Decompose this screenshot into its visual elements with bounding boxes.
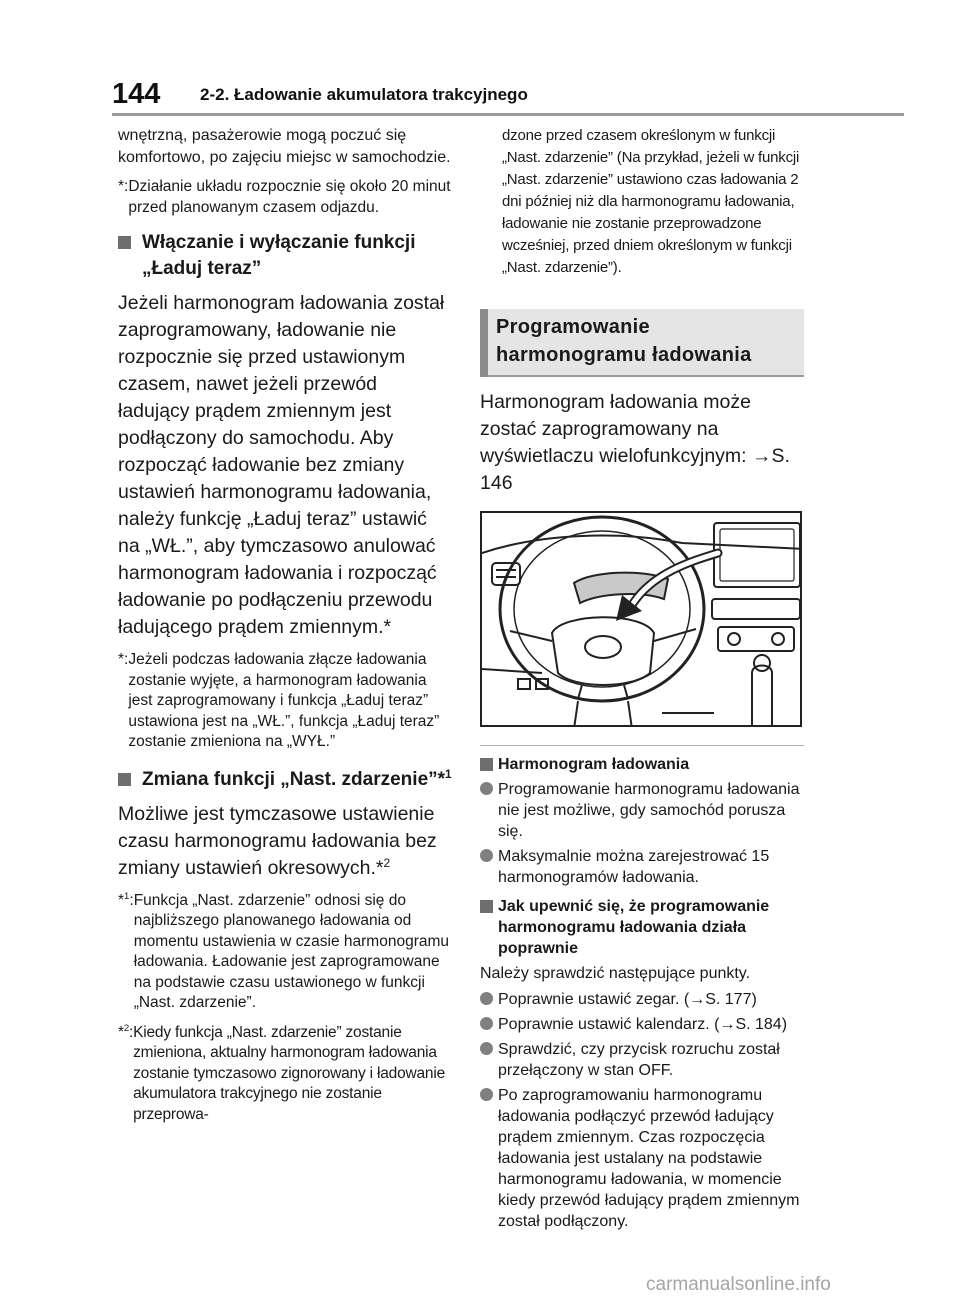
left-column: [118, 125, 452, 1125]
footnote-text: Jeżeli podczas ładowania złącze ładowania zostanie wyjęte, a harmonogram ładowania jest zaprogramowany i funkcja „Ładuj teraz” ustawiona jest na „WŁ.”, funkcja „Ładuj teraz” zostanie zmieniona na „WYŁ.”: [128, 651, 440, 750]
circle-bullet-icon: [480, 1085, 498, 1232]
square-bullet-icon: [480, 896, 498, 959]
square-bullet-icon: [480, 754, 498, 775]
paragraph-check: Należy sprawdzić następujące punkty.: [480, 965, 751, 982]
circle-bullet-icon: [480, 846, 498, 888]
dashboard-illustration: [480, 511, 802, 727]
footnote-mark: *:: [118, 651, 129, 668]
paragraph-charge-now: Jeżeli harmonogram ładowania został zaprogramowany, ładowanie nie rozpocznie się przed ustawionym czasem, nawet jeżeli przewód ładujący prądem zmiennym jest podłączony do samochodu. Aby rozpocząć ładowanie bez zmiany ustawień harmonogramu ładowania, należy funkcję „Ładuj teraz” ustawić na „WŁ.”, aby tymczasowo anulować harmonogram ładowania i rozpocząć ładowanie po podłączeniu przewodu ładującego prądem zmiennym.*: [118, 292, 445, 638]
list-item: Poprawnie ustawić zegar. (→S. 177): [480, 989, 804, 1010]
steering-wheel-illustration: [482, 513, 802, 727]
footnote-text: Kiedy funkcja „Nast. zdarzenie” zostanie zmieniona, aktualny harmonogram ładowania zostanie tymczasowo zignorowany i ładowanie akumulatora trakcyjnego nie zostanie przeprowa-: [133, 1023, 445, 1123]
page-header: [0, 0, 960, 118]
section-divider: [480, 745, 804, 746]
heading-schedule: [480, 754, 804, 775]
footnote-start: [118, 177, 452, 218]
list-item: Programowanie harmonogramu ładowania nie jest możliwe, gdy samochód porusza się.: [480, 779, 804, 842]
circle-bullet-icon: [480, 1014, 498, 1035]
footnote-text: Działanie układu rozpocznie się około 20 minut przed planowanym czasem odjazdu.: [128, 178, 451, 216]
paragraph-next-event: Możliwe jest tymczasowe ustawienie czasu harmonogramu ładowania bez zmiany ustawień okresowych.*$^2$: [118, 802, 437, 879]
intro-paragraph: wnętrzną, pasażerowie mogą poczuć się komfortowo, po zajęciu miejsc w samochodzie.: [118, 127, 451, 166]
footnote-1: [118, 891, 452, 1014]
circle-bullet-icon: [480, 1039, 498, 1081]
footnote-text: Funkcja „Nast. zdarzenie” odnosi się do najbliższego planowanego ładowania od momentu ustawienia w czasie harmonogramu ładowania. Ładowanie jest zaprogramowane na podstawie czasu ustawionego w funkcji „Nast. zdarzenie”.: [133, 891, 450, 1011]
footnote-2: [118, 1023, 452, 1126]
right-column: [480, 125, 804, 1232]
paragraph-program: Harmonogram ładowania może zostać zaprogramowany na wyświetlaczu wielofunkcyjnym: →S. 146: [480, 391, 790, 494]
circle-bullet-icon: [480, 779, 498, 842]
list-item: Poprawnie ustawić kalendarz. (→S. 184): [480, 1014, 804, 1035]
heading-next-event: [118, 767, 452, 793]
section-title: 2-2. Ładowanie akumulatora trakcyjnego: [200, 85, 528, 104]
list-item: Po zaprogramowaniu harmonogramu ładowania podłączyć przewód ładujący prądem zmiennym. Czas rozpoczęcia ładowania jest ustalany na podstawie harmonogramu ładowania, w momencie kiedy przewód ładujący prądem zmiennym został podłączony.: [480, 1085, 804, 1232]
header-divider: [112, 113, 904, 116]
footnote-mark: *$^1$:: [118, 891, 134, 909]
list-item: Maksymalnie można zarejestrować 15 harmonogramów ładowania.: [480, 846, 804, 888]
footnote-connector: [118, 650, 452, 753]
heading-schedule-text: Harmonogram ładowania: [498, 756, 690, 773]
continuation-paragraph: dzone przed czasem określonym w funkcji „Nast. zdarzenie” (Na przykład, jeżeli w funkcji „Nast. zdarzenie” ustawiono czas ładowania 2 dni później niż dla harmonogramu ładowania, ładowanie nie zostanie przeprowadzone wcześniej, przed dniem określonym w funkcji „Nast. zdarzenie”).: [502, 127, 800, 276]
square-bullet-icon: [118, 230, 142, 282]
heading-charge-now-text: Włączanie i wyłączanie funkcji „Ładuj teraz”: [142, 232, 416, 279]
footnote-mark: *:: [118, 178, 129, 195]
heading-check: [480, 896, 804, 959]
heading-charge-now: [118, 230, 452, 282]
heading-check-text: Jak upewnić się, że programowanie harmonogramu ładowania działa poprawnie: [498, 898, 770, 957]
list-item: Sprawdzić, czy przycisk rozruchu został przełączony w stan OFF.: [480, 1039, 804, 1081]
square-bullet-icon: [118, 767, 142, 793]
watermark: carmanualsonline.info: [646, 1274, 831, 1295]
heading-next-event-text: Zmiana funkcji „Nast. zdarzenie”*$^1$: [142, 768, 452, 790]
page-number: 144: [112, 78, 161, 110]
circle-bullet-icon: [480, 989, 498, 1010]
footnote-mark: *$^2$:: [118, 1023, 134, 1041]
section-box-heading: Programowanie harmonogramu ładowania: [480, 309, 804, 377]
